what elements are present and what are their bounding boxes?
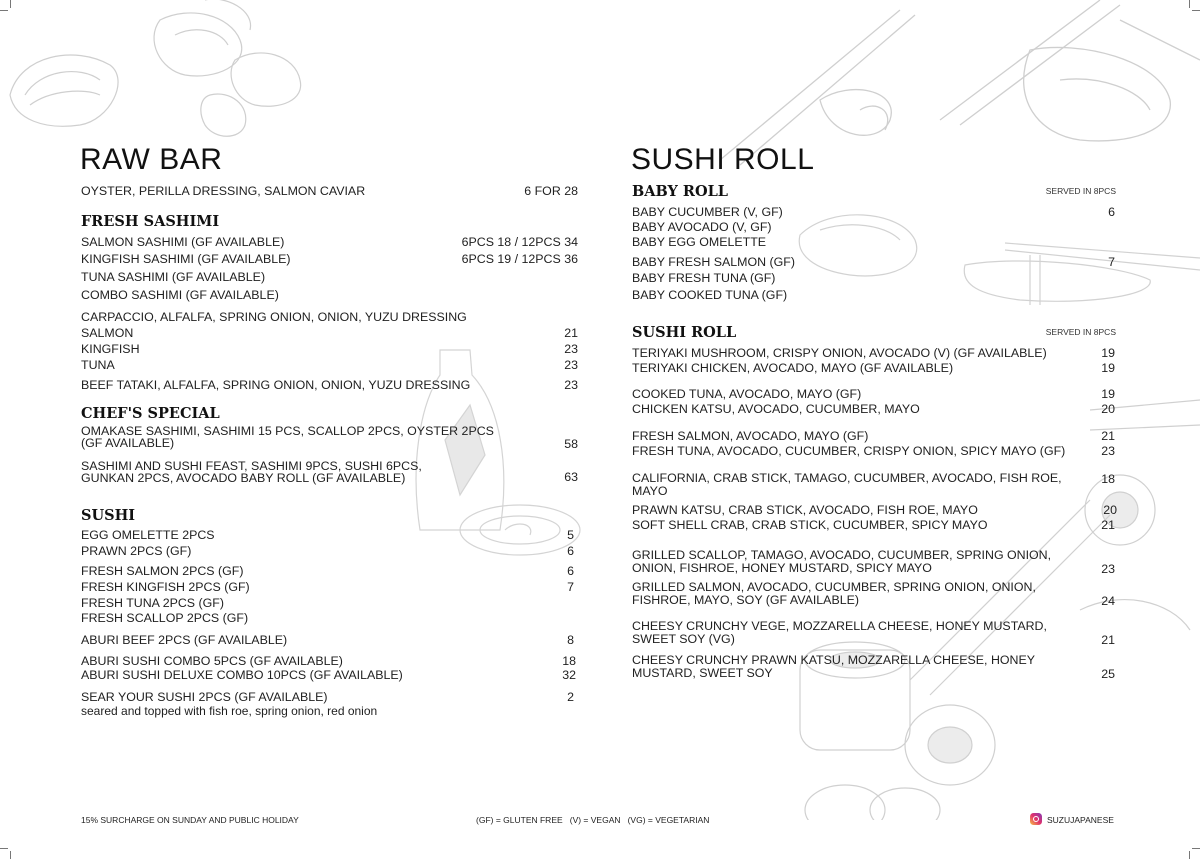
sear-sushi-note: seared and topped with fish roe, spring onion, red onion	[81, 704, 378, 718]
roll-item-name: CALIFORNIA, CRAB STICK, TAMAGO, CUCUMBER, AVOCADO, FISH ROE,	[632, 471, 1062, 485]
raw-bar-title: RAW BAR	[80, 143, 223, 176]
roll-item-name: GRILLED SCALLOP, TAMAGO, AVOCADO, CUCUMBER, SPRING ONION,	[632, 548, 1052, 562]
menu-item-price: 23	[564, 358, 578, 372]
menu-item-name: FRESH KINGFISH 2PCS (GF)	[81, 580, 250, 594]
roll-item-price: 24	[1101, 594, 1115, 608]
roll-item-name: FRESH SALMON, AVOCADO, MAYO (GF)	[632, 429, 869, 443]
menu-item-price: 5	[567, 528, 574, 542]
roll-item-price: 19	[1101, 346, 1115, 360]
menu-item-price: 7	[567, 580, 574, 594]
roll-item-name: CHEESY CRUNCHY PRAWN KATSU, MOZZARELLA CHEESE, HONEY	[632, 653, 1036, 667]
crop-mark	[1189, 851, 1190, 859]
fresh-sashimi-heading: FRESH SASHIMI	[81, 213, 220, 230]
nigiri-illustration	[790, 195, 1200, 335]
menu-item-name: SEAR YOUR SUSHI 2PCS (GF AVAILABLE)	[81, 690, 328, 704]
crop-mark	[1192, 848, 1200, 849]
instagram-handle[interactable]: SUZUJAPANESE	[1047, 815, 1114, 825]
menu-item-name: BABY CUCUMBER (V, GF)	[632, 205, 783, 219]
roll-item-price: 20	[1103, 503, 1117, 517]
oyster-item-price: 6 FOR 28	[524, 184, 578, 198]
dietary-legend: (GF) = GLUTEN FREE (V) = VEGAN (VG) = VEGETARIAN	[476, 815, 710, 825]
menu-item-name: COMBO SASHIMI (GF AVAILABLE)	[81, 288, 279, 302]
menu-item-name: FRESH SALMON 2PCS (GF)	[81, 564, 244, 578]
menu-item-name: TUNA	[81, 358, 115, 372]
menu-item-price: 6PCS 18 / 12PCS 34	[461, 235, 578, 249]
baby-roll-heading: BABY ROLL	[632, 183, 728, 200]
menu-item-price: 6	[1108, 205, 1115, 219]
served-note: SERVED IN 8PCS	[1045, 327, 1116, 337]
menu-item-price: 6	[567, 564, 574, 578]
roll-item-name: PRAWN KATSU, CRAB STICK, AVOCADO, FISH ROE, MAYO	[632, 503, 978, 517]
menu-item-price: 21	[564, 326, 578, 340]
beef-tataki-name: BEEF TATAKI, ALFALFA, SPRING ONION, ONION, YUZU DRESSING	[81, 378, 471, 392]
menu-item-price: 7	[1108, 255, 1115, 269]
served-note: SERVED IN 8PCS	[1045, 186, 1116, 196]
menu-item-name: ABURI SUSHI DELUXE COMBO 10PCS (GF AVAILABLE)	[81, 668, 403, 682]
menu-item-price: 63	[564, 470, 578, 484]
menu-item-name: FRESH SCALLOP 2PCS (GF)	[81, 611, 249, 625]
menu-item-price: 6PCS 19 / 12PCS 36	[461, 252, 578, 266]
roll-item-price: 23	[1101, 444, 1115, 458]
menu-item-name: BABY AVOCADO (V, GF)	[632, 220, 772, 234]
roll-item-price: 18	[1101, 472, 1115, 486]
menu-item-name: PRAWN 2PCS (GF)	[81, 544, 192, 558]
roll-item-price: 21	[1101, 633, 1115, 647]
menu-item-name: TUNA SASHIMI (GF AVAILABLE)	[81, 270, 266, 284]
roll-item-name: CHICKEN KATSU, AVOCADO, CUCUMBER, MAYO	[632, 402, 920, 416]
roll-item-name: TERIYAKI CHICKEN, AVOCADO, MAYO (GF AVAILABLE)	[632, 361, 954, 375]
crop-mark	[0, 848, 8, 849]
menu-item-price: 32	[562, 668, 576, 682]
menu-item-name: EGG OMELETTE 2PCS	[81, 528, 215, 542]
chefs-special-heading: CHEF'S SPECIAL	[81, 405, 220, 422]
roll-item-name-cont: SWEET SOY (VG)	[632, 632, 735, 646]
menu-item-name: SALMON	[81, 326, 134, 340]
carpaccio-description: CARPACCIO, ALFALFA, SPRING ONION, ONION, YUZU DRESSING	[81, 310, 467, 324]
menu-item-name: KINGFISH SASHIMI (GF AVAILABLE)	[81, 252, 291, 266]
roll-item-name: TERIYAKI MUSHROOM, CRISPY ONION, AVOCADO (V) (GF AVAILABLE)	[632, 346, 1047, 360]
surcharge-note: 15% SURCHARGE ON SUNDAY AND PUBLIC HOLIDAY	[81, 815, 299, 825]
roll-item-name-cont: FISHROE, MAYO, SOY (GF AVAILABLE)	[632, 593, 859, 607]
roll-item-name: COOKED TUNA, AVOCADO, MAYO (GF)	[632, 387, 862, 401]
beef-tataki-price: 23	[564, 378, 578, 392]
menu-item-name: KINGFISH	[81, 342, 140, 356]
roll-item-price: 21	[1101, 429, 1115, 443]
menu-item-price: 6	[567, 544, 574, 558]
roll-item-price: 23	[1101, 562, 1115, 576]
menu-item-name: BABY FRESH TUNA (GF)	[632, 271, 776, 285]
roll-item-price: 25	[1101, 667, 1115, 681]
menu-item-name: SALMON SASHIMI (GF AVAILABLE)	[81, 235, 285, 249]
roll-item-name: SOFT SHELL CRAB, CRAB STICK, CUCUMBER, SPICY MAYO	[632, 518, 988, 532]
roll-item-name-cont: MAYO	[632, 484, 668, 498]
roll-item-name: CHEESY CRUNCHY VEGE, MOZZARELLA CHEESE, HONEY MUSTARD,	[632, 619, 1047, 633]
menu-item-name: SASHIMI AND SUSHI FEAST, SASHIMI 9PCS, SUSHI 6PCS,	[81, 459, 422, 473]
roll-item-name-cont: MUSTARD, SWEET SOY	[632, 666, 773, 680]
sushi-heading: SUSHI	[81, 507, 136, 524]
menu-item-name: BABY FRESH SALMON (GF)	[632, 255, 795, 269]
roll-item-name-cont: ONION, FISHROE, HONEY MUSTARD, SPICY MAYO	[632, 561, 932, 575]
menu-item-name-cont: (GF AVAILABLE)	[81, 436, 175, 450]
roll-item-name: FRESH TUNA, AVOCADO, CUCUMBER, CRISPY ONION, SPICY MAYO (GF)	[632, 444, 1066, 458]
menu-item-name: ABURI SUSHI COMBO 5PCS (GF AVAILABLE)	[81, 654, 343, 668]
menu-item-name: BABY COOKED TUNA (GF)	[632, 288, 788, 302]
menu-item-price: 2	[567, 690, 574, 704]
menu-item-price: 8	[567, 633, 574, 647]
roll-item-price: 21	[1101, 518, 1115, 532]
menu-item-name: OMAKASE SASHIMI, SASHIMI 15 PCS, SCALLOP 2PCS, OYSTER 2PCS	[81, 424, 494, 438]
roll-item-price: 19	[1101, 361, 1115, 375]
instagram-icon	[1030, 813, 1042, 825]
menu-item-price: 23	[564, 342, 578, 356]
roll-item-name: GRILLED SALMON, AVOCADO, CUCUMBER, SPRING ONION, ONION,	[632, 580, 1036, 594]
menu-item-name: BABY EGG OMELETTE	[632, 235, 767, 249]
roll-item-price: 20	[1101, 402, 1115, 416]
menu-item-name: ABURI BEEF 2PCS (GF AVAILABLE)	[81, 633, 288, 647]
menu-item-name: FRESH TUNA 2PCS (GF)	[81, 596, 224, 610]
oyster-illustration	[0, 0, 320, 150]
menu-item-name-cont: GUNKAN 2PCS, AVOCADO BABY ROLL (GF AVAILABLE)	[81, 471, 406, 485]
sushi-roll-heading: SUSHI ROLL	[632, 324, 737, 341]
menu-item-price: 58	[564, 437, 578, 451]
sushi-roll-title: SUSHI ROLL	[631, 143, 815, 176]
crop-mark	[10, 851, 11, 859]
menu-item-price: 18	[562, 654, 576, 668]
oyster-item-name: OYSTER, PERILLA DRESSING, SALMON CAVIAR	[81, 184, 366, 198]
roll-item-price: 19	[1101, 387, 1115, 401]
